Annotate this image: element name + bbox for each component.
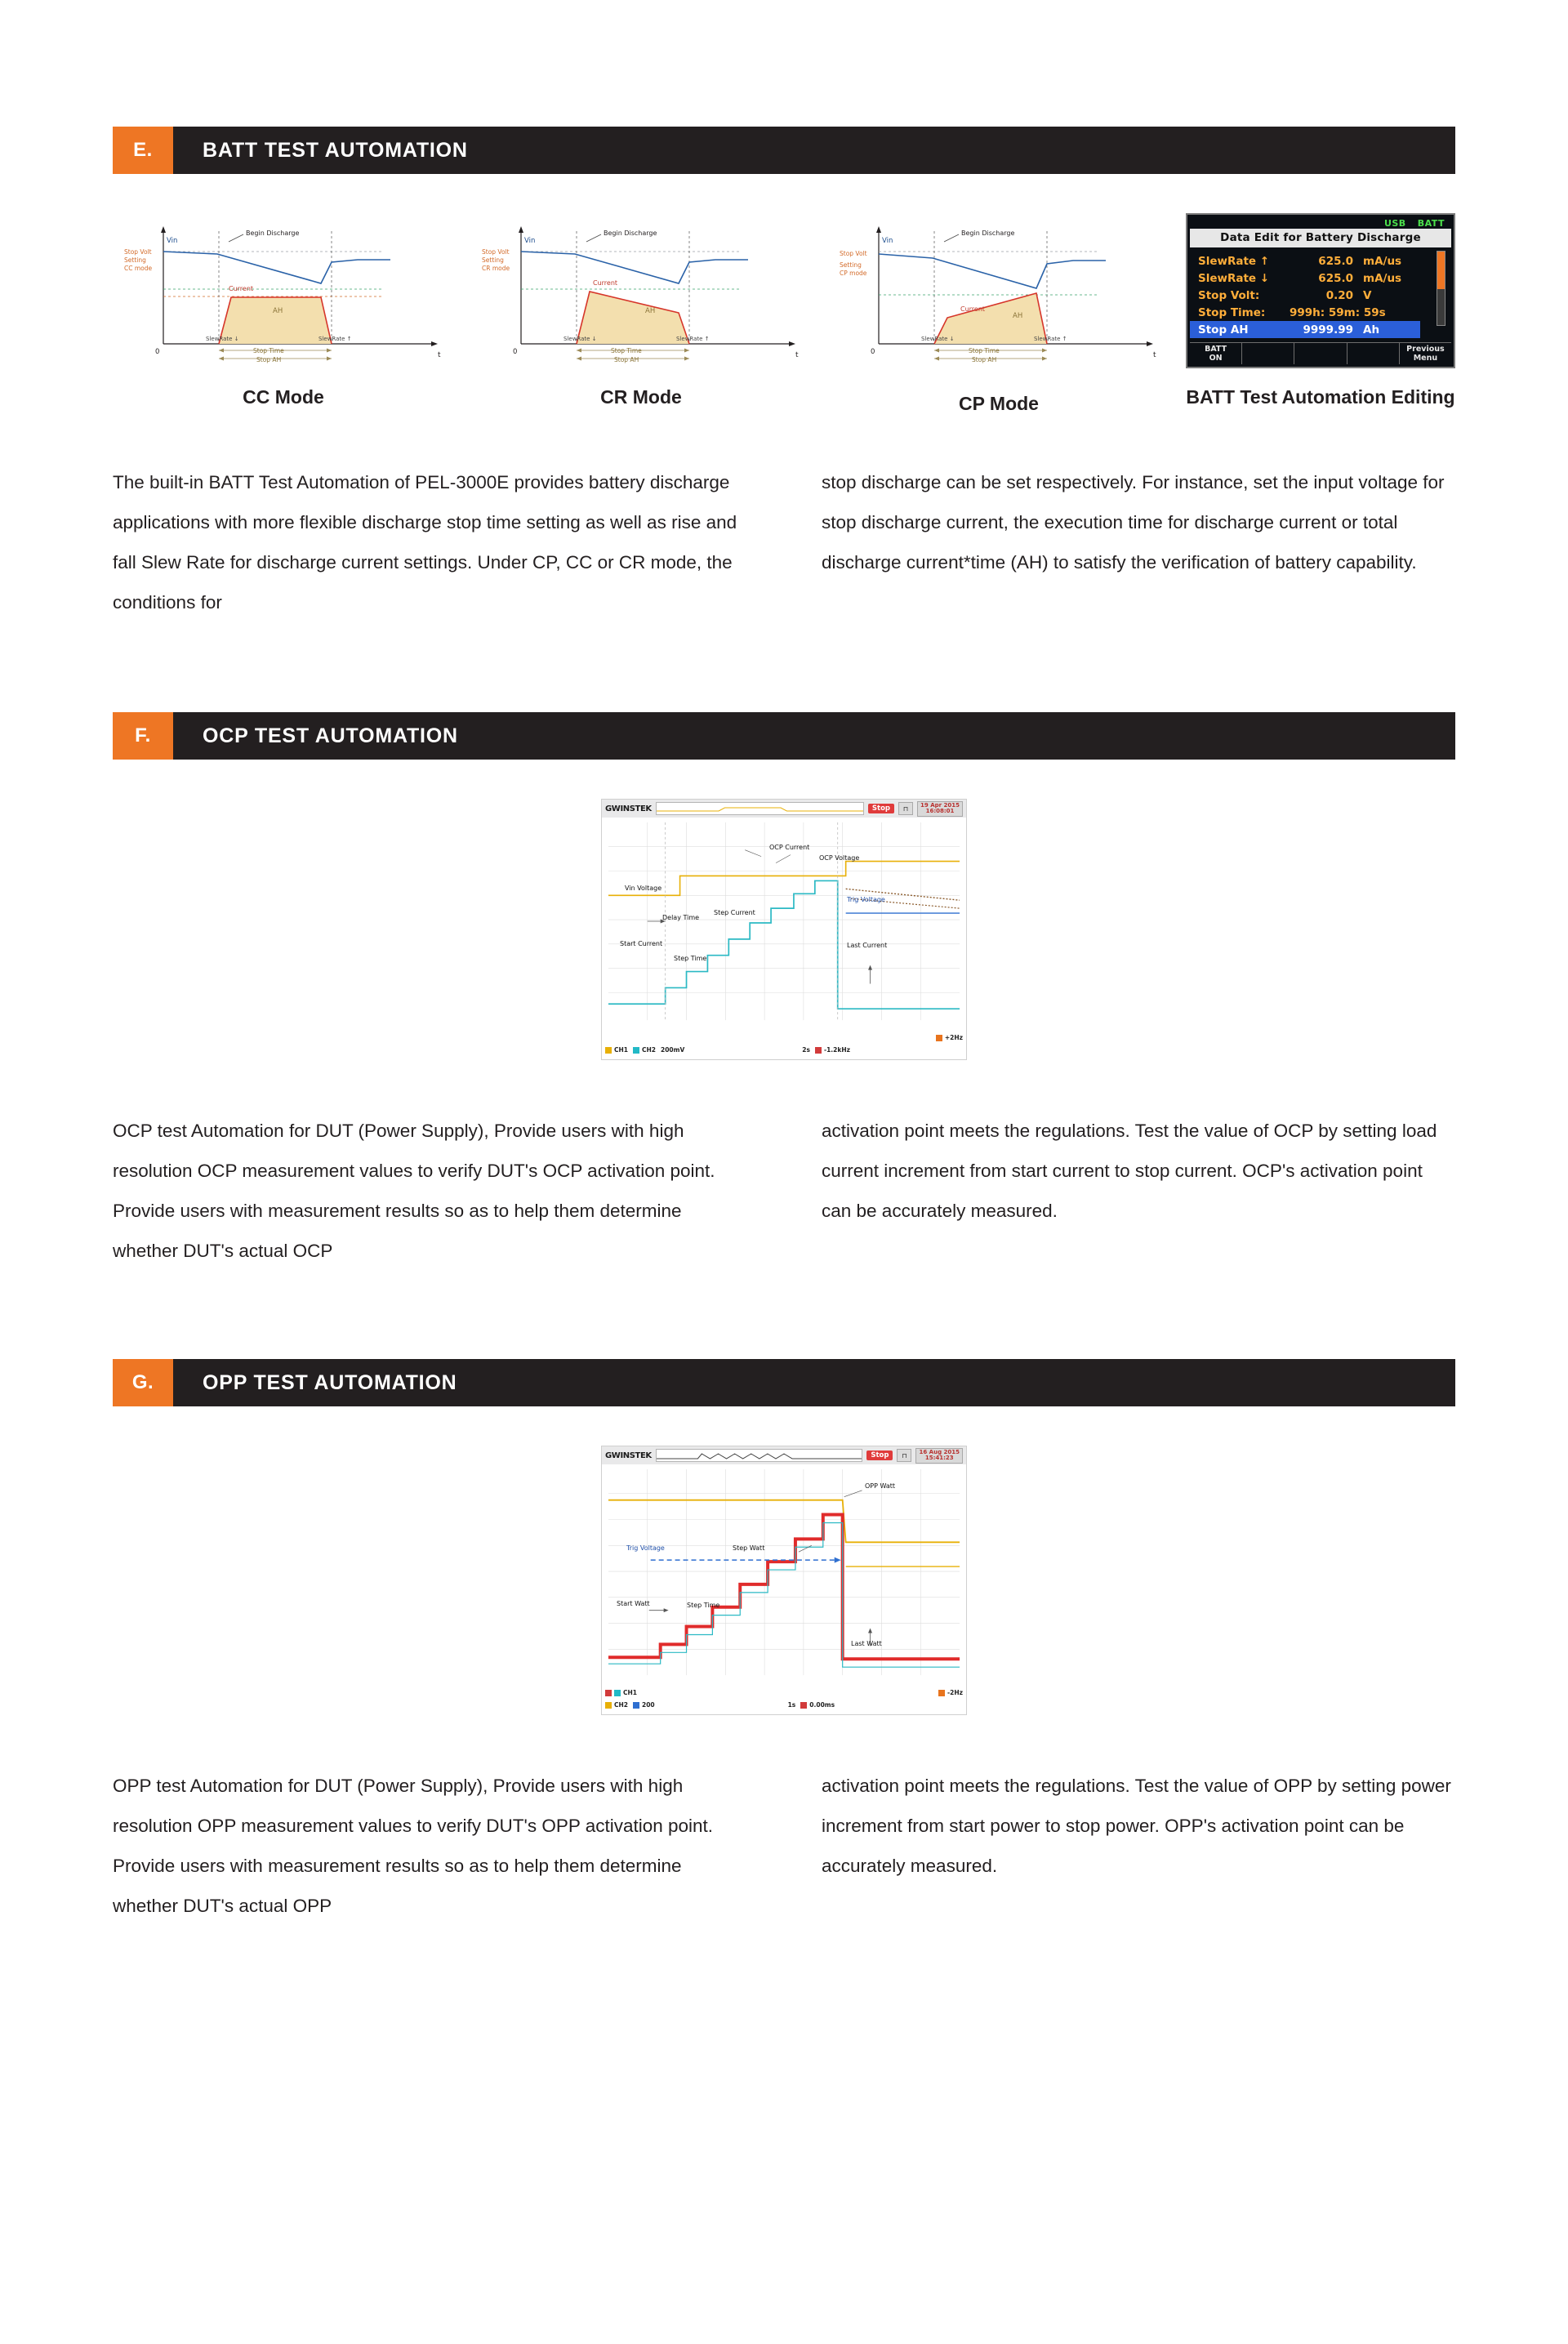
svg-text:SlewRate ↓: SlewRate ↓: [564, 336, 597, 342]
svg-text:SlewRate ↑: SlewRate ↑: [1034, 336, 1067, 342]
scope-ch1-chip[interactable]: [605, 1046, 628, 1054]
label-step-time: Step Time: [674, 955, 707, 962]
scope-toolbar: [602, 1446, 966, 1465]
lcd-softkey-3[interactable]: [1294, 343, 1347, 364]
svg-text:CC mode: CC mode: [124, 265, 153, 272]
scope-datetime: [915, 1448, 963, 1464]
lcd-row-unit: Ah: [1363, 323, 1380, 336]
scope-date: 16 Aug 2015: [919, 1448, 960, 1455]
scope-status-bar: [602, 1687, 966, 1714]
scope-status-row-1: [602, 1687, 966, 1699]
scope-cursor-value: -2Hz: [947, 1689, 963, 1696]
label-delay-time: Delay Time: [662, 914, 700, 921]
scope-scale-chip[interactable]: [661, 1046, 684, 1054]
lcd-body: [1190, 247, 1451, 338]
softkey-line2: ON: [1209, 354, 1223, 363]
scope-stop-badge[interactable]: Stop: [866, 1451, 893, 1460]
scope-scale-value: 200: [642, 1701, 655, 1709]
section-header-opp: [113, 1359, 1455, 1406]
label-trig-voltage: Trig Voltage: [626, 1544, 665, 1552]
page: [0, 127, 1568, 2344]
svg-text:Begin Discharge: Begin Discharge: [961, 229, 1015, 237]
scope-timebase-chip[interactable]: [802, 1046, 810, 1054]
svg-text:Vin: Vin: [167, 237, 178, 245]
lcd-softkey-bar: [1190, 342, 1451, 364]
label-vin-voltage: Vin Voltage: [625, 885, 662, 892]
scope-brand-label: GWINSTEK: [605, 804, 652, 813]
scope-offset-chip[interactable]: [815, 1046, 850, 1054]
lcd-row-slewrate-down[interactable]: [1198, 270, 1451, 287]
softkey-line2: Menu: [1413, 354, 1438, 363]
lcd-row-label: Stop Volt:: [1198, 288, 1260, 302]
svg-text:t: t: [1153, 351, 1156, 359]
scope-ch2-chip[interactable]: [633, 1046, 656, 1054]
label-last-current: Last Current: [847, 942, 888, 949]
lcd-scrollbar[interactable]: [1437, 251, 1446, 326]
svg-text:AH: AH: [273, 307, 283, 315]
cp-mode-chart: [828, 213, 1169, 368]
ocp-body-right: activation point meets the regulations. Test the value of OCP by setting load current increment from start current to stop current. OCP's activation point can be accurately measured.: [822, 1121, 1437, 1221]
opp-body-left: OPP test Automation for DUT (Power Supply), Provide users with high resolution OPP measurement values to verify DUT's OPP activation point. Provide users with measurement results so as to help them determine whether DUT's actual OPP: [113, 1776, 714, 1916]
scope-plot-area: [602, 818, 966, 1032]
scope-date: 19 Apr 2015: [920, 801, 960, 809]
caption-cc-mode: CC Mode: [243, 386, 324, 408]
scope-waveform-strip: [656, 802, 864, 815]
batt-body-right: stop discharge can be set respectively. For instance, set the input voltage for stop discharge current, the execution time for discharge current or total discharge current*time (AH) to satisfy the verification of battery capability.: [822, 472, 1445, 573]
lcd-row-label: SlewRate ↑: [1198, 254, 1270, 268]
svg-text:SlewRate ↑: SlewRate ↑: [676, 336, 710, 342]
svg-text:t: t: [795, 351, 799, 359]
section-title-opp: OPP TEST AUTOMATION: [173, 1359, 1455, 1406]
cr-mode-chart: [470, 213, 812, 368]
scope-ch1-chip[interactable]: [605, 1689, 637, 1696]
label-ocp-current: OCP Current: [769, 844, 810, 851]
lcd-row-value: 625.0: [1318, 254, 1353, 268]
svg-text:Vin: Vin: [882, 237, 893, 245]
label-last-watt: Last Watt: [851, 1640, 882, 1647]
scope-ch2-label: CH2: [614, 1701, 628, 1709]
svg-text:Setting: Setting: [482, 256, 504, 264]
scope-scale-chip[interactable]: [633, 1701, 655, 1709]
lcd-status-bar: [1190, 217, 1451, 229]
svg-text:SlewRate ↓: SlewRate ↓: [206, 336, 239, 342]
svg-text:CP mode: CP mode: [840, 270, 867, 277]
svg-text:Vin: Vin: [524, 237, 536, 245]
svg-text:Stop AH: Stop AH: [256, 356, 282, 363]
scope-ch2-chip[interactable]: [605, 1701, 628, 1709]
section-letter-f: F.: [113, 712, 173, 760]
ocp-body-left: OCP test Automation for DUT (Power Supply), Provide users with high resolution OCP measurement values to verify DUT's OCP activation point. Provide users with measurement results so as to help them determine whether DUT's actual OCP: [113, 1121, 715, 1261]
batt-figure-row: [113, 213, 1455, 415]
svg-text:Begin Discharge: Begin Discharge: [246, 229, 300, 237]
svg-text:Stop Volt: Stop Volt: [840, 250, 867, 257]
scope-timebase-chip[interactable]: [788, 1701, 796, 1709]
scope-datetime: [917, 801, 963, 817]
lcd-row-value: 999h: 59m: 59s: [1290, 305, 1386, 319]
scope-waveform-strip: [656, 1449, 863, 1462]
batt-body-text: [113, 462, 1455, 622]
label-start-watt: Start Watt: [617, 1600, 650, 1607]
ocp-body-text: [113, 1111, 1455, 1271]
svg-text:Stop Time: Stop Time: [969, 347, 1000, 354]
scope-status-row-2: [602, 1044, 966, 1056]
lcd-softkey-4[interactable]: [1348, 343, 1400, 364]
opp-body-text: [113, 1766, 1455, 1926]
scope-timebase-value: 1s: [787, 1701, 796, 1709]
svg-text:Begin Discharge: Begin Discharge: [604, 229, 657, 237]
svg-text:SlewRate ↓: SlewRate ↓: [921, 336, 955, 342]
scope-trigger-icon[interactable]: ⊓: [898, 802, 913, 815]
scope-status-row-2: [602, 1699, 966, 1711]
svg-text:Stop Volt: Stop Volt: [124, 248, 152, 256]
svg-text:Current: Current: [960, 305, 986, 313]
label-start-current: Start Current: [620, 940, 663, 947]
lcd-row-label: Stop Time:: [1198, 305, 1266, 319]
opp-scope-screenshot: [601, 1446, 967, 1715]
caption-cr-mode: CR Mode: [600, 386, 682, 408]
scope-stop-badge[interactable]: Stop: [868, 804, 894, 813]
lcd-row-label: SlewRate ↓: [1198, 271, 1270, 285]
lcd-row-unit: mA/us: [1363, 271, 1402, 285]
lcd-row-value: 0.20: [1325, 288, 1353, 302]
lcd-row-unit: V: [1363, 288, 1372, 302]
svg-text:0: 0: [155, 348, 160, 356]
ocp-scope-screenshot: [601, 799, 967, 1060]
lcd-row-stop-volt[interactable]: [1198, 287, 1451, 304]
svg-text:AH: AH: [1013, 312, 1023, 320]
caption-batt-editing: BATT Test Automation Editing: [1186, 386, 1455, 408]
batt-body-left: The built-in BATT Test Automation of PEL-3000E provides battery discharge applications with more flexible discharge stop time setting as well as rise and fall Slew Rate for discharge current settings. Under CP, CC or CR mode, the conditions for: [113, 472, 737, 613]
scope-status-row-1: [602, 1032, 966, 1044]
section-title-ocp: OCP TEST AUTOMATION: [173, 712, 1455, 760]
scope-clock: 15:41:23: [924, 1455, 954, 1461]
batt-lcd-panel: [1186, 213, 1455, 368]
svg-text:Stop Volt: Stop Volt: [482, 248, 510, 256]
lcd-row-slewrate-up[interactable]: [1198, 252, 1451, 270]
svg-text:Stop AH: Stop AH: [614, 356, 639, 363]
opp-waveform: [602, 1464, 966, 1687]
scope-cursor-chip[interactable]: [936, 1034, 963, 1041]
lcd-row-unit: mA/us: [1363, 254, 1402, 268]
svg-text:Current: Current: [229, 285, 254, 292]
scope-status-bar: [602, 1032, 966, 1059]
svg-text:0: 0: [871, 348, 875, 356]
lcd-row-stop-ah[interactable]: [1190, 321, 1420, 338]
lcd-status-batt: BATT: [1417, 217, 1445, 229]
scope-ch2-label: CH2: [642, 1046, 656, 1054]
label-trig-voltage: Trig Voltage: [847, 896, 885, 903]
section-letter-e: E.: [113, 127, 173, 174]
svg-text:t: t: [438, 351, 441, 359]
svg-text:Stop AH: Stop AH: [972, 356, 997, 363]
softkey-line1: Previous: [1406, 345, 1445, 354]
scope-scale-value: 200mV: [661, 1046, 685, 1054]
scope-timebase-value: 2s: [802, 1046, 810, 1054]
softkey-line1: BATT: [1205, 345, 1227, 354]
opp-scope-wrap: [0, 1446, 1568, 1715]
svg-text:0: 0: [513, 348, 518, 356]
scope-ch1-label: CH1: [614, 1046, 628, 1054]
svg-text:Stop Time: Stop Time: [611, 347, 642, 354]
scope-ch1-label: CH1: [623, 1689, 637, 1696]
lcd-softkey-2[interactable]: [1242, 343, 1294, 364]
figure-cr-mode: [470, 213, 812, 408]
label-step-time: Step Time: [687, 1602, 720, 1609]
label-ocp-voltage: OCP Voltage: [819, 854, 860, 862]
svg-text:AH: AH: [645, 307, 656, 315]
lcd-softkey-batt-on[interactable]: [1190, 343, 1242, 364]
scope-brand-label: GWINSTEK: [605, 1451, 652, 1460]
lcd-row-value: 9999.99: [1303, 323, 1353, 336]
scope-clock: 16:08:01: [925, 808, 955, 814]
lcd-status-usb: USB: [1383, 217, 1406, 229]
label-step-watt: Step Watt: [733, 1544, 765, 1552]
section-letter-g: G.: [113, 1359, 173, 1406]
lcd-softkey-previous-menu[interactable]: [1400, 343, 1451, 364]
scope-trigger-icon[interactable]: ⊓: [897, 1449, 911, 1462]
scope-plot-area: [602, 1464, 966, 1687]
cc-mode-chart: [113, 213, 454, 368]
section-title-batt: BATT TEST AUTOMATION: [173, 127, 1455, 174]
caption-cp-mode: CP Mode: [959, 393, 1039, 414]
svg-text:Setting: Setting: [124, 256, 146, 264]
svg-text:SlewRate ↑: SlewRate ↑: [318, 336, 352, 342]
figure-cc-mode: [113, 213, 454, 408]
label-opp-watt: OPP Watt: [865, 1482, 896, 1490]
section-header-ocp: [113, 712, 1455, 760]
lcd-row-stop-time[interactable]: [1198, 304, 1451, 321]
figure-batt-editing: [1186, 213, 1455, 408]
label-step-current: Step Current: [714, 909, 755, 916]
scope-offset-value: 0.00ms: [809, 1701, 835, 1709]
lcd-title: Data Edit for Battery Discharge: [1190, 229, 1451, 247]
scope-cursor-value: +2Hz: [944, 1034, 963, 1041]
svg-text:Stop Time: Stop Time: [253, 347, 284, 354]
ocp-scope-wrap: [0, 799, 1568, 1060]
section-header-batt: [113, 127, 1455, 174]
scope-offset-value: -1.2kHz: [823, 1046, 850, 1054]
scope-cursor-chip[interactable]: [938, 1689, 963, 1696]
opp-body-right: activation point meets the regulations. Test the value of OPP by setting power increment from start power to stop power. OPP's activation point can be accurately measured.: [822, 1776, 1451, 1876]
scope-toolbar: [602, 800, 966, 818]
svg-text:Setting: Setting: [840, 261, 862, 269]
figure-cp-mode: [828, 213, 1169, 415]
svg-text:CR mode: CR mode: [482, 265, 510, 272]
svg-text:Current: Current: [593, 279, 618, 287]
scope-offset-chip[interactable]: [800, 1701, 835, 1709]
lcd-row-value: 625.0: [1318, 271, 1353, 285]
lcd-row-label: Stop AH: [1198, 323, 1249, 336]
